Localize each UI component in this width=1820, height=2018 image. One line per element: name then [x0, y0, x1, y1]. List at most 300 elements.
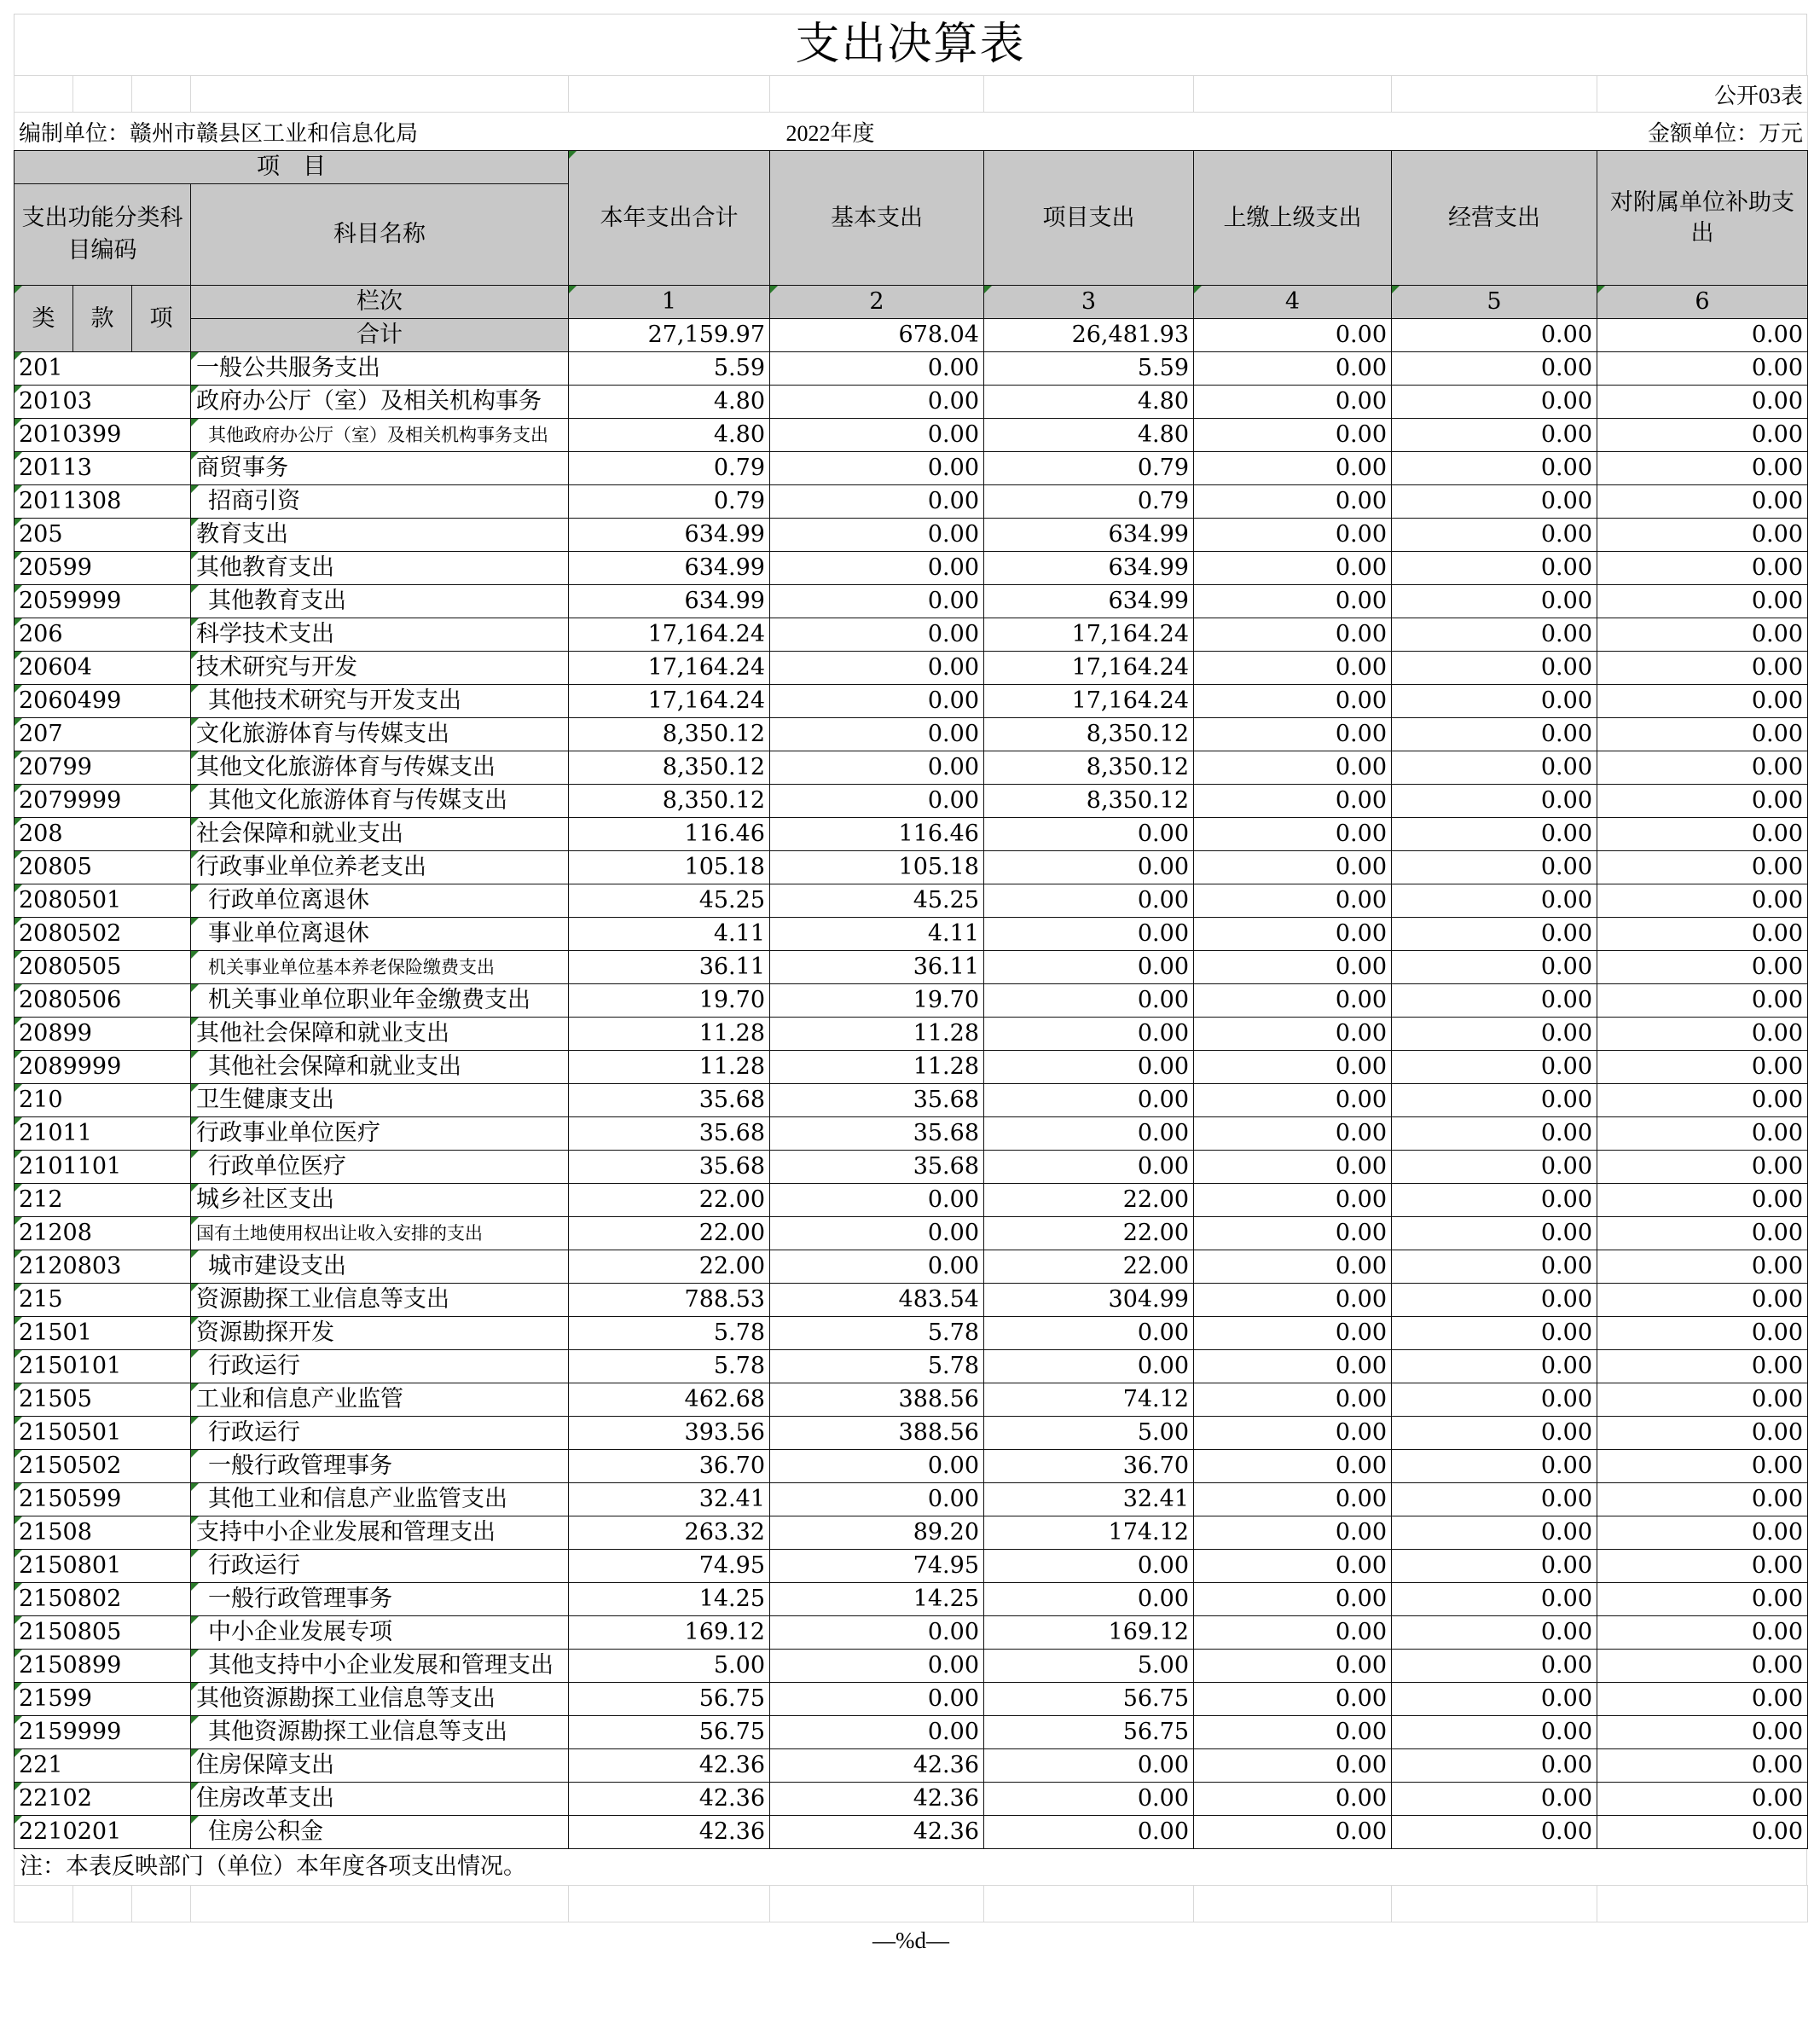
row-value[interactable]: 0.00	[1194, 1716, 1392, 1749]
row-value[interactable]: 22.00	[984, 1217, 1194, 1250]
row-value[interactable]: 35.68	[569, 1084, 770, 1117]
row-value[interactable]: 0.00	[1194, 452, 1392, 485]
row-value[interactable]: 0.00	[1597, 585, 1808, 618]
row-value[interactable]: 0.00	[1194, 1151, 1392, 1184]
row-value[interactable]: 0.00	[1392, 1383, 1597, 1417]
empty-cell[interactable]	[132, 76, 191, 113]
row-name[interactable]: 机关事业单位职业年金缴费支出	[191, 984, 569, 1018]
total-value[interactable]: 678.04	[770, 319, 984, 352]
row-value[interactable]: 634.99	[984, 519, 1194, 552]
row-value[interactable]: 4.80	[569, 419, 770, 452]
row-name[interactable]: 文化旅游体育与传媒支出	[191, 718, 569, 751]
row-value[interactable]: 22.00	[569, 1217, 770, 1250]
row-value[interactable]: 0.00	[770, 1716, 984, 1749]
row-value[interactable]: 5.78	[770, 1350, 984, 1383]
row-value[interactable]: 0.00	[1597, 884, 1808, 918]
row-value[interactable]: 0.00	[1597, 718, 1808, 751]
row-name[interactable]: 其他文化旅游体育与传媒支出	[191, 785, 569, 818]
row-value[interactable]: 22.00	[569, 1184, 770, 1217]
row-value[interactable]: 0.00	[1392, 585, 1597, 618]
row-name[interactable]: 支持中小企业发展和管理支出	[191, 1516, 569, 1550]
row-value[interactable]: 22.00	[984, 1184, 1194, 1217]
row-value[interactable]: 5.00	[569, 1650, 770, 1683]
row-value[interactable]: 105.18	[770, 851, 984, 884]
row-value[interactable]: 0.00	[1392, 785, 1597, 818]
row-code[interactable]: 21599	[14, 1683, 191, 1716]
row-name[interactable]: 政府办公厅（室）及相关机构事务	[191, 386, 569, 419]
row-value[interactable]: 36.70	[569, 1450, 770, 1483]
row-name[interactable]: 行政运行	[191, 1417, 569, 1450]
row-value[interactable]: 0.00	[1597, 1783, 1808, 1816]
row-value[interactable]: 0.00	[1194, 785, 1392, 818]
row-code[interactable]: 2079999	[14, 785, 191, 818]
row-code[interactable]: 2159999	[14, 1716, 191, 1749]
row-value[interactable]: 5.78	[569, 1317, 770, 1350]
row-value[interactable]: 0.00	[1597, 1383, 1808, 1417]
row-name[interactable]: 其他社会保障和就业支出	[191, 1051, 569, 1084]
row-value[interactable]: 0.00	[1597, 1816, 1808, 1849]
empty-cell[interactable]	[1392, 76, 1597, 113]
row-value[interactable]: 4.80	[569, 386, 770, 419]
row-name[interactable]: 行政事业单位医疗	[191, 1117, 569, 1151]
row-value[interactable]: 0.00	[1597, 1284, 1808, 1317]
empty-cell[interactable]	[569, 76, 770, 113]
row-code[interactable]: 20899	[14, 1018, 191, 1051]
row-value[interactable]: 0.00	[1194, 1284, 1392, 1317]
row-code[interactable]: 20599	[14, 552, 191, 585]
row-value[interactable]: 17,164.24	[569, 652, 770, 685]
empty-cell[interactable]	[132, 1886, 191, 1922]
row-name[interactable]: 卫生健康支出	[191, 1084, 569, 1117]
row-name[interactable]: 行政运行	[191, 1350, 569, 1383]
row-value[interactable]: 0.00	[1194, 884, 1392, 918]
row-value[interactable]: 0.00	[1194, 1749, 1392, 1783]
row-value[interactable]: 0.00	[770, 452, 984, 485]
row-value[interactable]: 0.00	[1194, 1816, 1392, 1849]
empty-cell[interactable]	[191, 1886, 569, 1922]
row-value[interactable]: 0.00	[1392, 652, 1597, 685]
row-code[interactable]: 2080502	[14, 918, 191, 951]
row-value[interactable]: 0.00	[984, 1749, 1194, 1783]
row-code[interactable]: 221	[14, 1749, 191, 1783]
row-value[interactable]: 0.00	[1392, 552, 1597, 585]
row-value[interactable]: 42.36	[770, 1783, 984, 1816]
row-value[interactable]: 36.70	[984, 1450, 1194, 1483]
row-value[interactable]: 56.75	[569, 1683, 770, 1716]
row-name[interactable]: 城乡社区支出	[191, 1184, 569, 1217]
row-value[interactable]: 4.11	[569, 918, 770, 951]
row-value[interactable]: 5.59	[984, 352, 1194, 386]
row-value[interactable]: 0.00	[770, 386, 984, 419]
row-value[interactable]: 0.00	[1194, 552, 1392, 585]
row-code[interactable]: 2120803	[14, 1250, 191, 1284]
row-value[interactable]: 462.68	[569, 1383, 770, 1417]
row-name[interactable]: 国有土地使用权出让收入安排的支出	[191, 1217, 569, 1250]
row-value[interactable]: 634.99	[984, 552, 1194, 585]
row-code[interactable]: 2080506	[14, 984, 191, 1018]
row-value[interactable]: 5.78	[770, 1317, 984, 1350]
row-value[interactable]: 17,164.24	[984, 685, 1194, 718]
row-value[interactable]: 0.00	[1597, 419, 1808, 452]
row-value[interactable]: 14.25	[569, 1583, 770, 1616]
row-value[interactable]: 0.00	[984, 884, 1194, 918]
row-value[interactable]: 42.36	[569, 1783, 770, 1816]
row-value[interactable]: 0.00	[1194, 951, 1392, 984]
row-value[interactable]: 0.00	[1597, 1151, 1808, 1184]
row-value[interactable]: 0.00	[1597, 485, 1808, 519]
row-value[interactable]: 0.79	[569, 452, 770, 485]
row-name[interactable]: 其他文化旅游体育与传媒支出	[191, 751, 569, 785]
row-code[interactable]: 212	[14, 1184, 191, 1217]
row-value[interactable]: 22.00	[569, 1250, 770, 1284]
row-value[interactable]: 0.00	[1194, 485, 1392, 519]
row-code[interactable]: 2089999	[14, 1051, 191, 1084]
row-name[interactable]: 教育支出	[191, 519, 569, 552]
row-value[interactable]: 0.00	[770, 1683, 984, 1716]
row-value[interactable]: 0.00	[1392, 386, 1597, 419]
row-value[interactable]: 0.00	[1392, 1184, 1597, 1217]
row-value[interactable]: 35.68	[770, 1084, 984, 1117]
row-name[interactable]: 资源勘探工业信息等支出	[191, 1284, 569, 1317]
row-value[interactable]: 0.00	[1194, 1317, 1392, 1350]
row-value[interactable]: 0.00	[1597, 1483, 1808, 1516]
row-value[interactable]: 0.00	[1392, 751, 1597, 785]
row-value[interactable]: 19.70	[569, 984, 770, 1018]
row-value[interactable]: 0.00	[1597, 1084, 1808, 1117]
row-value[interactable]: 0.00	[1194, 1350, 1392, 1383]
row-value[interactable]: 0.00	[1597, 352, 1808, 386]
row-code[interactable]: 2060499	[14, 685, 191, 718]
empty-cell[interactable]	[73, 76, 132, 113]
row-value[interactable]: 0.00	[1194, 1683, 1392, 1716]
row-value[interactable]: 0.00	[1194, 1483, 1392, 1516]
row-name[interactable]: 住房保障支出	[191, 1749, 569, 1783]
row-value[interactable]: 0.00	[984, 918, 1194, 951]
row-value[interactable]: 0.00	[1392, 1250, 1597, 1284]
row-value[interactable]: 0.00	[1392, 1450, 1597, 1483]
row-value[interactable]: 0.00	[1194, 718, 1392, 751]
row-value[interactable]: 0.00	[1392, 1284, 1597, 1317]
row-name[interactable]: 中小企业发展专项	[191, 1616, 569, 1650]
row-code[interactable]: 205	[14, 519, 191, 552]
row-value[interactable]: 0.00	[1597, 1317, 1808, 1350]
row-name[interactable]: 其他社会保障和就业支出	[191, 1018, 569, 1051]
empty-cell[interactable]	[569, 1886, 770, 1922]
row-value[interactable]: 0.00	[1392, 519, 1597, 552]
row-value[interactable]: 634.99	[569, 519, 770, 552]
row-value[interactable]: 174.12	[984, 1516, 1194, 1550]
row-value[interactable]: 14.25	[770, 1583, 984, 1616]
row-value[interactable]: 36.11	[569, 951, 770, 984]
row-value[interactable]: 0.00	[1597, 751, 1808, 785]
row-value[interactable]: 0.00	[1194, 1583, 1392, 1616]
row-value[interactable]: 0.00	[1597, 1550, 1808, 1583]
row-value[interactable]: 0.00	[1392, 1616, 1597, 1650]
row-name[interactable]: 一般公共服务支出	[191, 352, 569, 386]
row-code[interactable]: 2101101	[14, 1151, 191, 1184]
row-value[interactable]: 8,350.12	[984, 785, 1194, 818]
row-value[interactable]: 35.68	[569, 1151, 770, 1184]
row-value[interactable]: 0.00	[1392, 1550, 1597, 1583]
row-value[interactable]: 0.00	[770, 618, 984, 652]
row-value[interactable]: 0.00	[1194, 1250, 1392, 1284]
row-code[interactable]: 210	[14, 1084, 191, 1117]
row-value[interactable]: 0.00	[1597, 1350, 1808, 1383]
row-value[interactable]: 0.00	[1597, 519, 1808, 552]
empty-cell[interactable]	[1194, 1886, 1392, 1922]
row-value[interactable]: 0.00	[984, 951, 1194, 984]
row-value[interactable]: 0.00	[1194, 1616, 1392, 1650]
row-value[interactable]: 5.78	[569, 1350, 770, 1383]
row-value[interactable]: 8,350.12	[984, 718, 1194, 751]
row-value[interactable]: 0.00	[984, 1783, 1194, 1816]
row-name[interactable]: 科学技术支出	[191, 618, 569, 652]
row-value[interactable]: 0.00	[1392, 685, 1597, 718]
empty-cell[interactable]	[73, 1886, 132, 1922]
empty-cell[interactable]	[14, 76, 73, 113]
row-value[interactable]: 0.00	[984, 1317, 1194, 1350]
row-value[interactable]: 0.00	[984, 1084, 1194, 1117]
row-value[interactable]: 0.00	[770, 1616, 984, 1650]
row-value[interactable]: 0.00	[1597, 1250, 1808, 1284]
row-value[interactable]: 5.59	[569, 352, 770, 386]
row-value[interactable]: 0.00	[1194, 652, 1392, 685]
row-value[interactable]: 0.00	[1392, 1350, 1597, 1383]
row-code[interactable]: 21508	[14, 1516, 191, 1550]
empty-cell[interactable]	[984, 76, 1194, 113]
row-value[interactable]: 0.00	[984, 1816, 1194, 1849]
row-name[interactable]: 技术研究与开发	[191, 652, 569, 685]
row-value[interactable]: 0.00	[1597, 685, 1808, 718]
row-value[interactable]: 0.00	[1194, 519, 1392, 552]
row-value[interactable]: 0.00	[1392, 1417, 1597, 1450]
row-value[interactable]: 0.00	[1392, 1483, 1597, 1516]
row-value[interactable]: 0.00	[1194, 984, 1392, 1018]
empty-cell[interactable]	[191, 76, 569, 113]
row-value[interactable]: 0.00	[1392, 1783, 1597, 1816]
empty-cell[interactable]	[770, 1886, 984, 1922]
row-name[interactable]: 其他工业和信息产业监管支出	[191, 1483, 569, 1516]
row-value[interactable]: 74.95	[770, 1550, 984, 1583]
row-value[interactable]: 304.99	[984, 1284, 1194, 1317]
row-value[interactable]: 0.00	[1194, 1417, 1392, 1450]
row-code[interactable]: 21208	[14, 1217, 191, 1250]
row-value[interactable]: 8,350.12	[569, 751, 770, 785]
empty-cell[interactable]	[770, 76, 984, 113]
row-value[interactable]: 74.12	[984, 1383, 1194, 1417]
row-value[interactable]: 0.00	[1194, 1650, 1392, 1683]
row-value[interactable]: 0.00	[1194, 585, 1392, 618]
row-code[interactable]: 208	[14, 818, 191, 851]
row-code[interactable]: 2150802	[14, 1583, 191, 1616]
row-code[interactable]: 207	[14, 718, 191, 751]
row-value[interactable]: 0.00	[770, 751, 984, 785]
row-value[interactable]: 0.00	[1194, 1450, 1392, 1483]
row-name[interactable]: 行政事业单位养老支出	[191, 851, 569, 884]
row-value[interactable]: 17,164.24	[569, 685, 770, 718]
row-value[interactable]: 388.56	[770, 1417, 984, 1450]
row-value[interactable]: 0.00	[770, 1483, 984, 1516]
row-value[interactable]: 0.00	[770, 652, 984, 685]
row-value[interactable]: 0.00	[770, 585, 984, 618]
row-value[interactable]: 56.75	[569, 1716, 770, 1749]
row-name[interactable]: 工业和信息产业监管	[191, 1383, 569, 1417]
row-code[interactable]: 2150899	[14, 1650, 191, 1683]
row-code[interactable]: 2080501	[14, 884, 191, 918]
row-value[interactable]: 788.53	[569, 1284, 770, 1317]
row-code[interactable]: 2150599	[14, 1483, 191, 1516]
row-value[interactable]: 0.00	[984, 984, 1194, 1018]
row-value[interactable]: 116.46	[770, 818, 984, 851]
row-value[interactable]: 0.00	[770, 1250, 984, 1284]
row-value[interactable]: 0.79	[569, 485, 770, 519]
row-value[interactable]: 0.00	[984, 818, 1194, 851]
row-value[interactable]: 0.00	[1392, 951, 1597, 984]
row-code[interactable]: 2150501	[14, 1417, 191, 1450]
row-value[interactable]: 169.12	[569, 1616, 770, 1650]
row-value[interactable]: 0.00	[984, 1018, 1194, 1051]
row-name[interactable]: 其他教育支出	[191, 552, 569, 585]
row-code[interactable]: 21501	[14, 1317, 191, 1350]
row-value[interactable]: 42.36	[569, 1749, 770, 1783]
row-code[interactable]: 2150502	[14, 1450, 191, 1483]
row-value[interactable]: 0.00	[1392, 419, 1597, 452]
row-value[interactable]: 0.00	[1597, 386, 1808, 419]
row-value[interactable]: 0.00	[1194, 1051, 1392, 1084]
row-value[interactable]: 56.75	[984, 1716, 1194, 1749]
empty-cell[interactable]	[1392, 1886, 1597, 1922]
row-value[interactable]: 0.00	[984, 851, 1194, 884]
row-value[interactable]: 0.00	[1392, 1317, 1597, 1350]
row-value[interactable]: 45.25	[770, 884, 984, 918]
row-value[interactable]: 0.00	[1194, 1084, 1392, 1117]
row-value[interactable]: 11.28	[569, 1018, 770, 1051]
row-value[interactable]: 0.00	[984, 1051, 1194, 1084]
row-value[interactable]: 36.11	[770, 951, 984, 984]
row-code[interactable]: 2150801	[14, 1550, 191, 1583]
row-value[interactable]: 0.00	[1597, 1184, 1808, 1217]
row-value[interactable]: 0.79	[984, 485, 1194, 519]
row-value[interactable]: 42.36	[569, 1816, 770, 1849]
row-name[interactable]: 城市建设支出	[191, 1250, 569, 1284]
row-value[interactable]: 0.00	[1597, 1051, 1808, 1084]
row-value[interactable]: 0.00	[1194, 1383, 1392, 1417]
row-value[interactable]: 0.00	[1597, 1417, 1808, 1450]
row-value[interactable]: 0.00	[770, 352, 984, 386]
row-value[interactable]: 0.00	[1392, 1749, 1597, 1783]
row-name[interactable]: 机关事业单位基本养老保险缴费支出	[191, 951, 569, 984]
empty-cell[interactable]	[984, 1886, 1194, 1922]
row-value[interactable]: 0.00	[1194, 685, 1392, 718]
row-value[interactable]: 0.00	[1392, 1683, 1597, 1716]
row-value[interactable]: 0.00	[770, 552, 984, 585]
row-value[interactable]: 89.20	[770, 1516, 984, 1550]
row-name[interactable]: 商贸事务	[191, 452, 569, 485]
row-value[interactable]: 0.00	[984, 1117, 1194, 1151]
row-value[interactable]: 0.00	[1194, 352, 1392, 386]
row-code[interactable]: 22102	[14, 1783, 191, 1816]
row-value[interactable]: 0.00	[1597, 1716, 1808, 1749]
row-value[interactable]: 0.00	[1392, 918, 1597, 951]
row-code[interactable]: 20799	[14, 751, 191, 785]
row-name[interactable]: 其他技术研究与开发支出	[191, 685, 569, 718]
row-value[interactable]: 0.00	[770, 485, 984, 519]
row-value[interactable]: 0.00	[1597, 652, 1808, 685]
row-value[interactable]: 0.00	[1597, 1683, 1808, 1716]
row-value[interactable]: 0.00	[1392, 884, 1597, 918]
row-value[interactable]: 17,164.24	[569, 618, 770, 652]
row-value[interactable]: 393.56	[569, 1417, 770, 1450]
row-name[interactable]: 其他教育支出	[191, 585, 569, 618]
row-value[interactable]: 22.00	[984, 1250, 1194, 1284]
row-value[interactable]: 0.00	[1392, 485, 1597, 519]
total-value[interactable]: 27,159.97	[569, 319, 770, 352]
row-value[interactable]: 0.00	[1597, 1616, 1808, 1650]
row-value[interactable]: 0.00	[1597, 1117, 1808, 1151]
row-code[interactable]: 21011	[14, 1117, 191, 1151]
row-code[interactable]: 21505	[14, 1383, 191, 1417]
row-value[interactable]: 0.00	[1194, 1550, 1392, 1583]
row-code[interactable]: 201	[14, 352, 191, 386]
row-value[interactable]: 0.00	[1392, 718, 1597, 751]
row-value[interactable]: 17,164.24	[984, 652, 1194, 685]
row-value[interactable]: 0.00	[1392, 1816, 1597, 1849]
row-value[interactable]: 4.80	[984, 386, 1194, 419]
row-value[interactable]: 0.00	[1194, 419, 1392, 452]
row-value[interactable]: 0.00	[1194, 751, 1392, 785]
row-value[interactable]: 0.00	[1194, 1117, 1392, 1151]
row-value[interactable]: 45.25	[569, 884, 770, 918]
row-name[interactable]: 社会保障和就业支出	[191, 818, 569, 851]
total-value[interactable]: 0.00	[1597, 319, 1808, 352]
row-code[interactable]: 2059999	[14, 585, 191, 618]
total-value[interactable]: 0.00	[1392, 319, 1597, 352]
row-name[interactable]: 行政单位医疗	[191, 1151, 569, 1184]
row-value[interactable]: 634.99	[569, 585, 770, 618]
row-value[interactable]: 0.00	[770, 785, 984, 818]
row-value[interactable]: 0.00	[1597, 851, 1808, 884]
row-name[interactable]: 资源勘探开发	[191, 1317, 569, 1350]
row-name[interactable]: 住房改革支出	[191, 1783, 569, 1816]
row-value[interactable]: 0.00	[770, 1217, 984, 1250]
row-value[interactable]: 169.12	[984, 1616, 1194, 1650]
row-name[interactable]: 其他支持中小企业发展和管理支出	[191, 1650, 569, 1683]
row-value[interactable]: 0.00	[1597, 1749, 1808, 1783]
row-name[interactable]: 一般行政管理事务	[191, 1450, 569, 1483]
row-value[interactable]: 11.28	[770, 1051, 984, 1084]
total-value[interactable]: 26,481.93	[984, 319, 1194, 352]
row-value[interactable]: 4.80	[984, 419, 1194, 452]
row-name[interactable]: 一般行政管理事务	[191, 1583, 569, 1616]
row-value[interactable]: 0.00	[1392, 618, 1597, 652]
row-value[interactable]: 0.00	[1392, 352, 1597, 386]
row-value[interactable]: 4.11	[770, 918, 984, 951]
empty-cell[interactable]	[1597, 1886, 1808, 1922]
row-value[interactable]: 0.00	[1597, 984, 1808, 1018]
row-value[interactable]: 0.00	[1392, 1018, 1597, 1051]
empty-cell[interactable]	[1194, 76, 1392, 113]
row-value[interactable]: 0.00	[984, 1550, 1194, 1583]
row-value[interactable]: 5.00	[984, 1650, 1194, 1683]
row-value[interactable]: 0.00	[770, 419, 984, 452]
row-name[interactable]: 行政单位离退休	[191, 884, 569, 918]
row-value[interactable]: 32.41	[569, 1483, 770, 1516]
row-name[interactable]: 其他资源勘探工业信息等支出	[191, 1683, 569, 1716]
row-value[interactable]: 0.00	[1194, 1018, 1392, 1051]
row-value[interactable]: 0.00	[770, 685, 984, 718]
row-value[interactable]: 0.00	[1597, 1650, 1808, 1683]
row-value[interactable]: 0.00	[1194, 1217, 1392, 1250]
